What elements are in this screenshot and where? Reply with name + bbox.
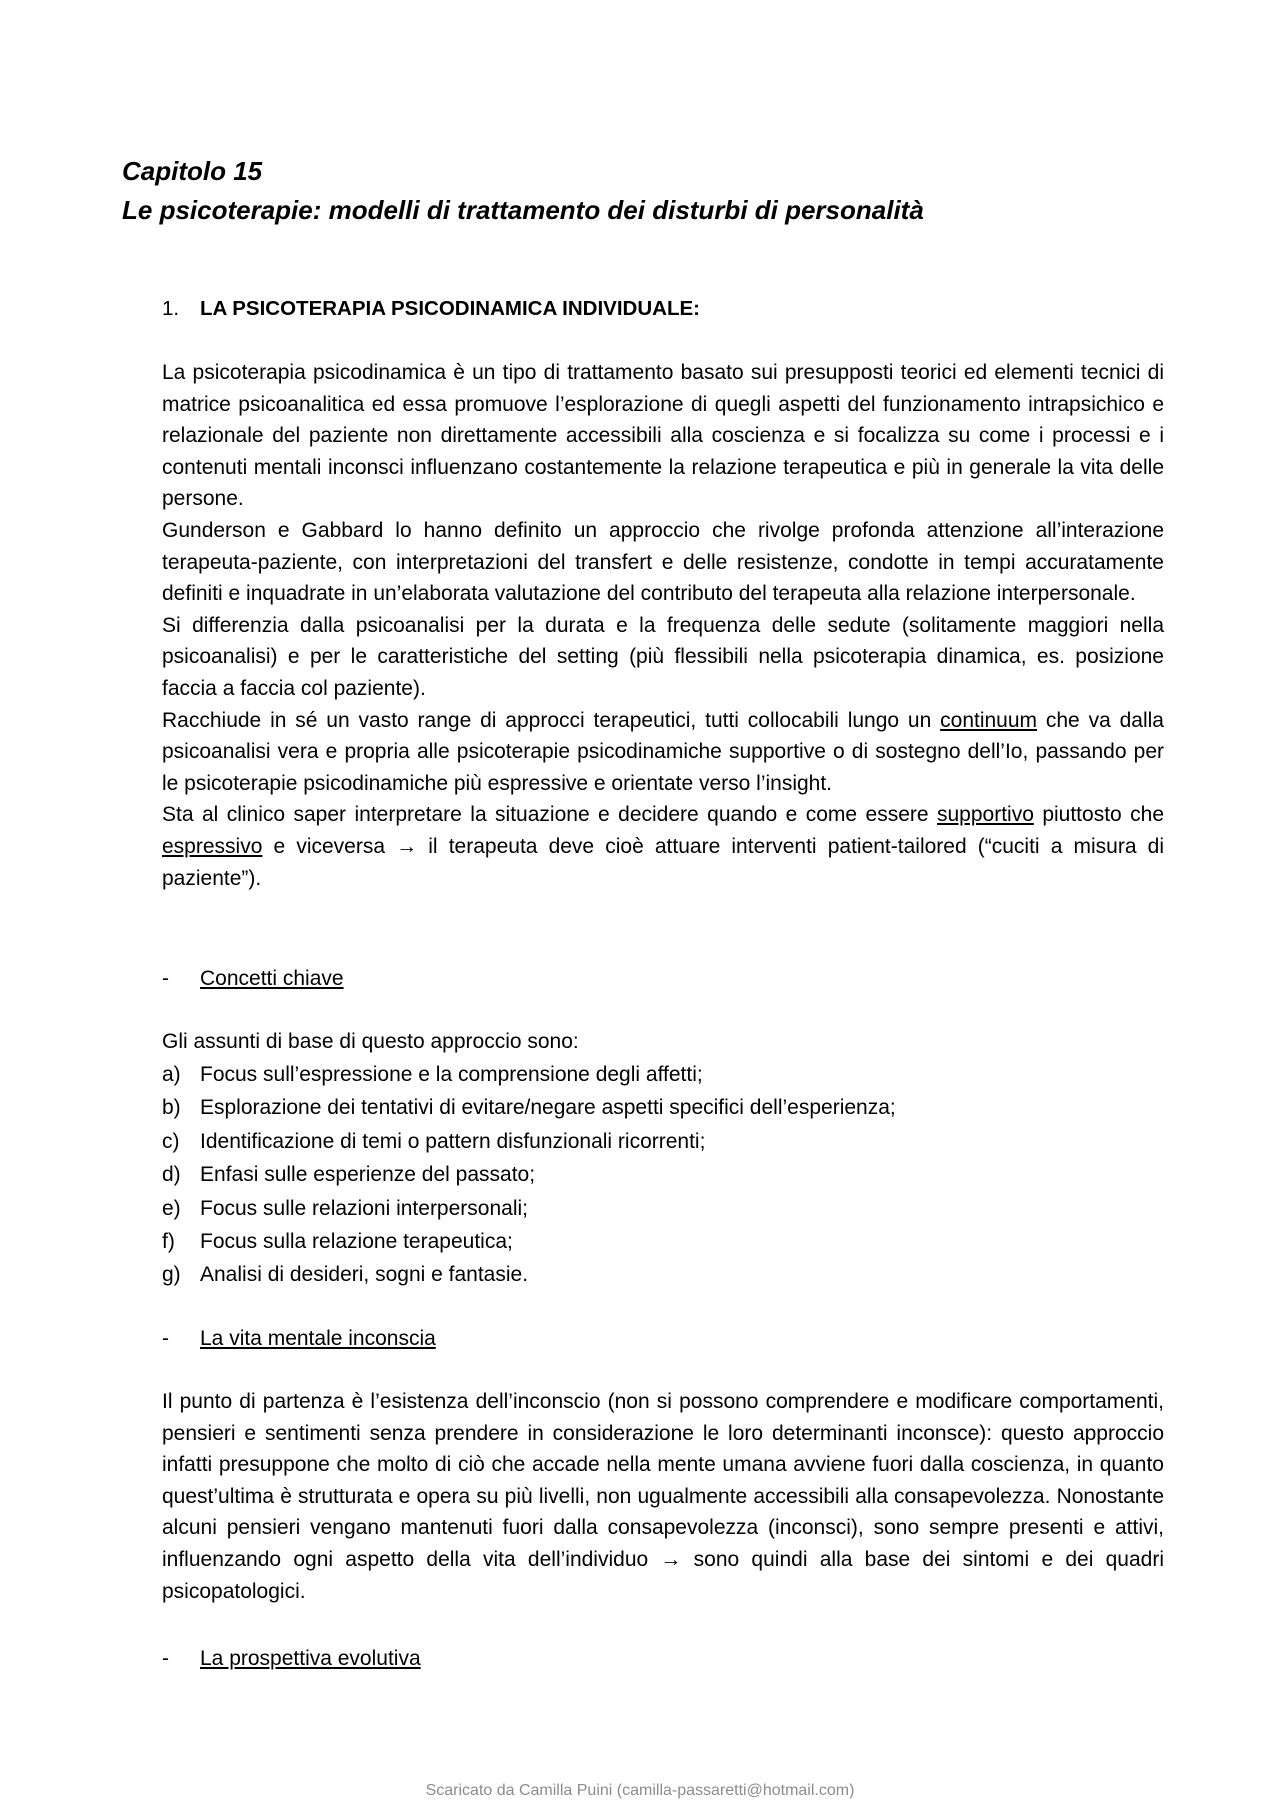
subsection-vita xyxy=(162,1323,436,1355)
bullet-dash: - xyxy=(162,1647,169,1670)
list-text: Focus sulle relazioni interpersonali; xyxy=(200,1196,528,1220)
paragraph xyxy=(162,799,1164,894)
list-item xyxy=(162,1091,896,1124)
list-label: a) xyxy=(162,1063,181,1086)
list-label: e) xyxy=(162,1196,181,1220)
chapter-heading xyxy=(122,152,924,230)
text-run: Racchiude in sé un vasto range di approcci terapeutici, tutti collocabili lungo un xyxy=(162,708,941,732)
chapter-title: Capitolo 15 xyxy=(122,156,263,186)
list-label: b) xyxy=(162,1096,181,1120)
list-label: f) xyxy=(162,1230,175,1254)
subsection-title: La vita mentale inconscia xyxy=(200,1327,436,1350)
text-run: e viceversa xyxy=(262,834,397,858)
list-item xyxy=(162,1158,896,1191)
list-label: c) xyxy=(162,1129,180,1153)
text-run: il terapeuta deve cioè attuare interventi patient-tailored (“cuciti a misura di paziente”). xyxy=(162,834,1164,890)
text-run: che va dalla psicoanalisi vera e propria alle psicoterapie psicodinamiche supportive o di sostegno dell’Io, passando per le psicoterapie psicodinamiche più espressive e orientate verso l’insight. xyxy=(162,708,1164,795)
list-text: Enfasi sulle esperienze del passato; xyxy=(200,1163,536,1187)
section-title: LA PSICOTERAPIA PSICODINAMICA INDIVIDUALE: xyxy=(200,297,700,320)
list-item xyxy=(162,1058,896,1091)
subsection-title: La prospettiva evolutiva xyxy=(200,1647,421,1670)
text-run: piuttosto che xyxy=(1033,803,1164,827)
paragraph: Gunderson e Gabbard lo hanno definito un approccio che rivolge profonda attenzione all’interazione terapeuta-paziente, con interpretazioni del transfert e delle resistenze, condotte in tempi accuratamente definiti e inquadrate in un’elaborata valutazione del contributo del terapeuta alla relazione interpersonale. xyxy=(162,518,1164,606)
download-footer: Scaricato da Camilla Puini (camilla-passaretti@hotmail.com) xyxy=(425,1782,855,1799)
chapter-subtitle: Le psicoterapie: modelli di trattamento dei disturbi di personalità xyxy=(122,195,924,225)
section-number: 1. xyxy=(162,297,180,320)
assunti-list xyxy=(162,1058,896,1292)
list-item xyxy=(162,1258,896,1291)
bullet-dash: - xyxy=(162,1327,169,1350)
underlined-term: continuum xyxy=(940,708,1038,732)
list-label: d) xyxy=(162,1163,181,1187)
paragraph: Si differenzia dalla psicoanalisi per la durata e la frequenza delle sedute (solitamente maggiori nella psicoanalisi) e per le caratteristiche del setting (più flessibili nella psicoterapia dinamica, es. posizione faccia a faccia col paziente). xyxy=(162,613,1164,700)
text-run: Sta al clinico saper interpretare la situazione e decidere quando e come essere xyxy=(162,803,937,827)
underlined-term: espressivo xyxy=(162,834,263,858)
text-run: Il punto di partenza è l’esistenza dell’inconscio (non si possono comprendere e modificare comportamenti, pensieri e sentimenti senza prendere in considerazione le loro determinanti inconsce): questo approccio infatti presuppone che molto di ciò che accade nella mente umana avviene fuori dalla coscienza, in quanto quest’ultima è strutturata e opera su più livelli, non ugualmente accessibili alla consapevolezza. Nonostante alcuni pensieri vengano mantenuti fuori dalla consapevolezza (inconsci), sono sempre presenti e attivi, influenzando ogni aspetto della vita dell’individuo xyxy=(162,1390,1164,1571)
intro-text xyxy=(162,357,1164,894)
paragraph xyxy=(162,705,1164,800)
list-text: Identificazione di temi o pattern disfunzionali ricorrenti; xyxy=(200,1129,706,1153)
subsection-title: Concetti chiave xyxy=(200,967,344,990)
subsection-prospettiva xyxy=(162,1643,421,1675)
section-heading xyxy=(162,294,700,324)
underlined-term: supportivo xyxy=(937,803,1034,827)
bullet-dash: - xyxy=(162,967,169,990)
list-item xyxy=(162,1225,896,1258)
arrow-icon: → xyxy=(660,1547,682,1571)
paragraph: La psicoterapia psicodinamica è un tipo di trattamento basato sui presupposti teorici ed elementi tecnici di matrice psicoanalitica ed essa promuove l’esplorazione di quegli aspetti del funzionamento intrapsichico e relazionale del paziente non direttamente accessibili alla coscienza e si focalizza su come i processi e i contenuti mentali inconsci influenzano costantemente la relazione terapeutica e più in generale la vita delle persone. xyxy=(162,361,1164,511)
list-text: Focus sulla relazione terapeutica; xyxy=(200,1230,513,1254)
arrow-icon: → xyxy=(396,834,418,858)
list-label: g) xyxy=(162,1263,181,1287)
list-text: Analisi di desideri, sogni e fantasie. xyxy=(200,1263,529,1287)
subsection-concetti xyxy=(162,963,344,995)
list-item xyxy=(162,1125,896,1158)
paragraph xyxy=(162,1386,1164,1607)
list-text: Esplorazione dei tentativi di evitare/negare aspetti specifici dell’esperienza; xyxy=(200,1096,896,1120)
inconscio-text xyxy=(162,1386,1164,1607)
assunti-intro: Gli assunti di base di questo approccio sono: xyxy=(162,1030,579,1053)
list-item xyxy=(162,1192,896,1225)
list-text: Focus sull’espressione e la comprensione degli affetti; xyxy=(200,1063,703,1086)
text-run: sono quindi alla base dei sintomi e dei quadri psicopatologici. xyxy=(162,1547,1164,1603)
